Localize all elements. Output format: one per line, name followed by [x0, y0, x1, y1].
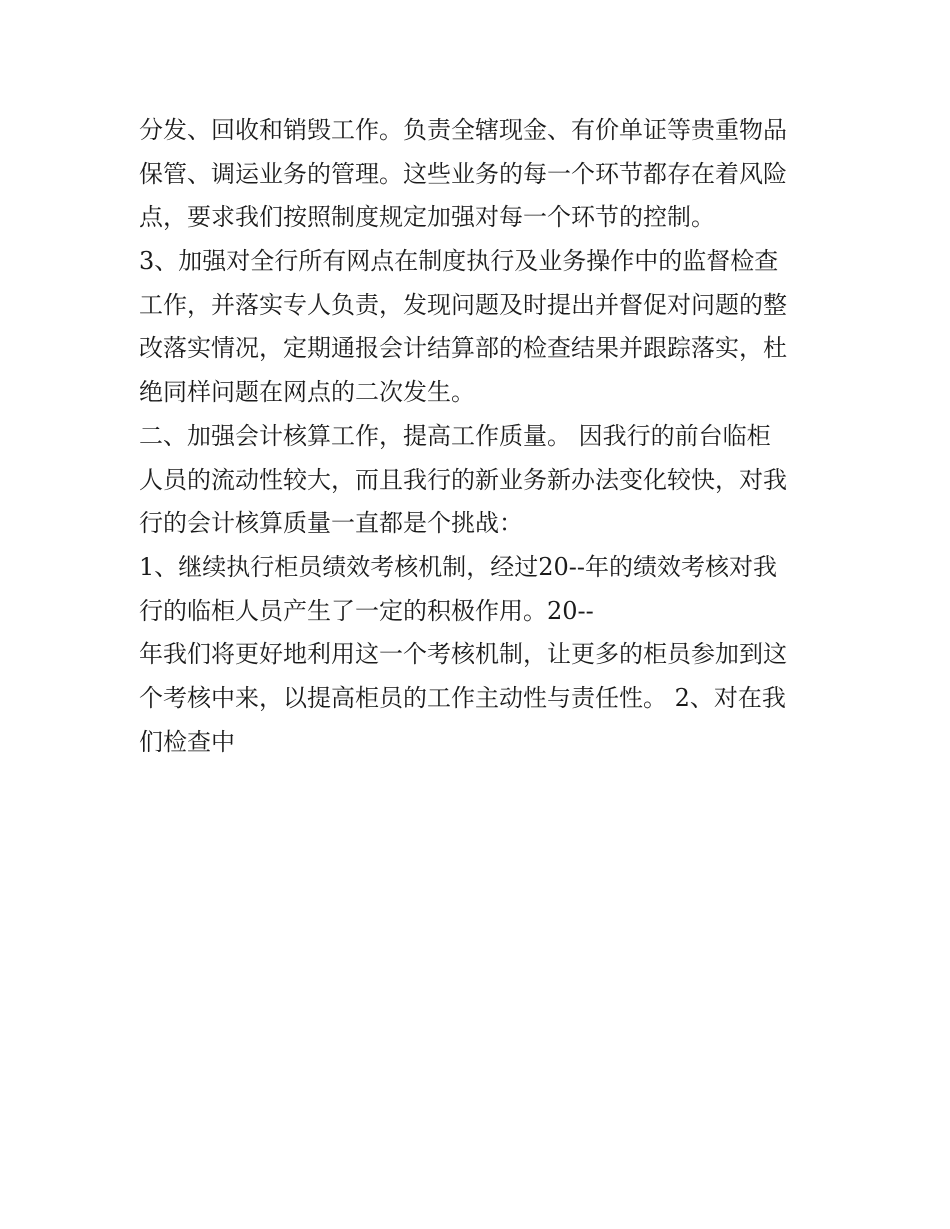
text-line: 行的会计核算质量一直都是个挑战：: [139, 509, 523, 538]
body-text: [139, 109, 819, 764]
text-line: 行的临柜人员产生了一定的积极作用。20--: [139, 596, 594, 625]
text-line: 工作，并落实专人负责，发现问题及时提出并督促对问题的整: [139, 290, 787, 319]
text-line: 二、加强会计核算工作，提高工作质量。 因我行的前台临柜: [139, 421, 771, 450]
text-line: 年我们将更好地利用这一个考核机制，让更多的柜员参加到这: [139, 640, 787, 669]
text-line: 们检查中: [139, 727, 235, 756]
text-line: 个考核中来，以提高柜员的工作主动性与责任性。 2、对在我: [139, 683, 786, 712]
text-line: 分发、回收和销毁工作。负责全辖现金、有价单证等贵重物品: [139, 116, 787, 144]
text-line: 改落实情况，定期通报会计结算部的检查结果并跟踪落实，杜: [139, 334, 787, 363]
text-line: 3、加强对全行所有网点在制度执行及业务操作中的监督检查: [139, 247, 779, 276]
text-line: 保管、调运业务的管理。这些业务的每一个环节都存在着风险: [139, 159, 787, 188]
text-line: 点，要求我们按照制度规定加强对每一个环节的控制。: [139, 203, 715, 232]
text-line: 绝同样问题在网点的二次发生。: [139, 378, 475, 407]
text-line: 1、继续执行柜员绩效考核机制，经过20--年的绩效考核对我: [139, 552, 778, 581]
text-line: 人员的流动性较大，而且我行的新业务新办法变化较快，对我: [139, 465, 787, 494]
